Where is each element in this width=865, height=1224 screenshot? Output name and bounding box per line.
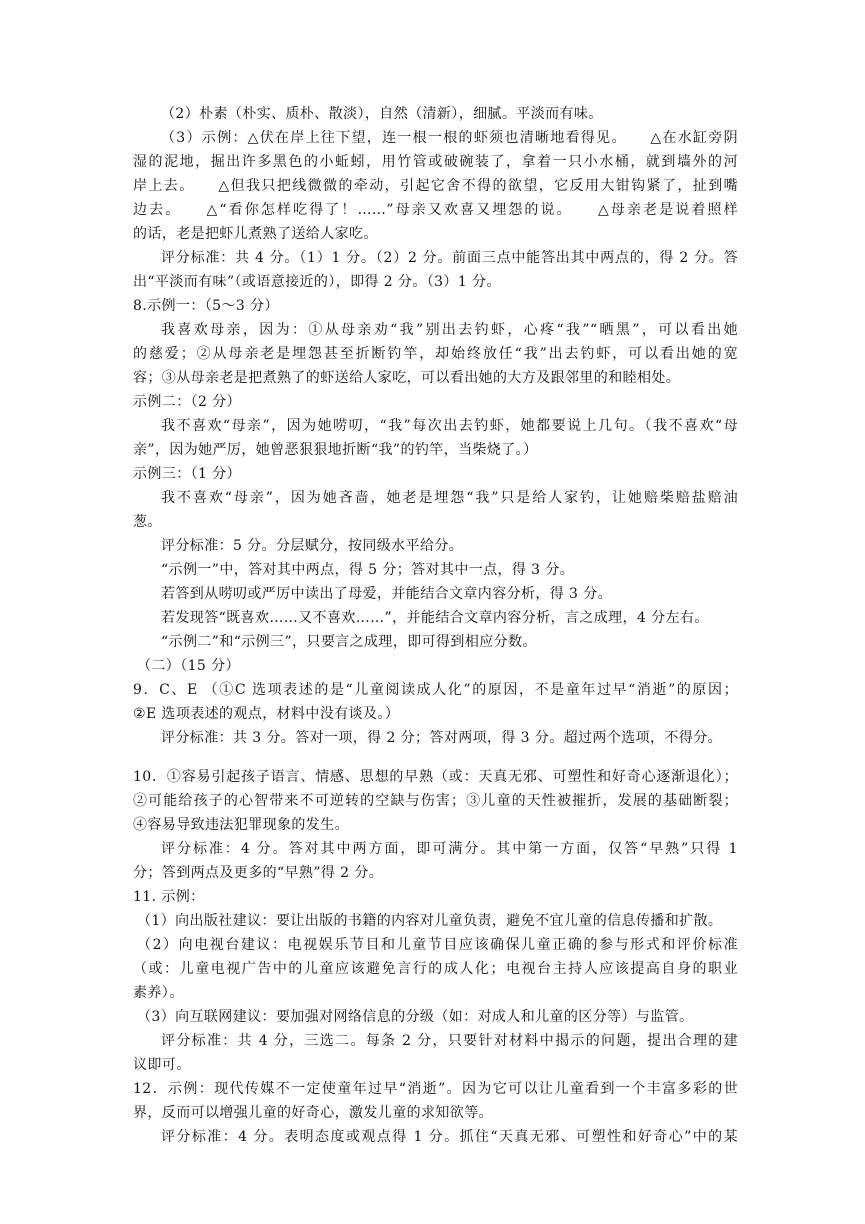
- text-line: 的慈爱；②从母亲老是埋怨甚至折断钓竿，却始终放任“我”出去钓虾，可以看出她的宽: [133, 346, 738, 362]
- text-line: 评分标准：4 分。表明态度或观点得 1 分。抓住“天真无邪、可塑性和好奇心”中的某: [161, 1129, 738, 1145]
- text-line: ④容易导致违法犯罪现象的发生。: [133, 817, 349, 833]
- text-line: 示例二：（2 分）: [133, 394, 241, 410]
- text-line: 容；③从母亲老是把煮熟了的虾送给人家吃，可以看出她的大方及跟邻里的和睦相处。: [133, 370, 681, 386]
- text-line: 我不喜欢“母亲”，因为她吝啬，她老是埋怨“我”只是给人家钓，让她赔柴赔盐赔油: [161, 490, 738, 506]
- text-line: （1）向出版社建议：要让出版的书籍的内容对儿童负责，避免不宜儿童的信息传播和扩散。: [137, 913, 723, 929]
- text-line: 湿的泥地，掘出许多黑色的小蚯蚓，用竹管或破碗装了，拿着一只小水桶，就到墙外的河: [133, 154, 738, 170]
- text-line: 素养）。: [133, 985, 184, 1001]
- text-line: 评分标准：共 4 分。（1）1 分。（2）2 分。前面三点中能答出其中两点的，得 2 分。答: [161, 250, 738, 266]
- text-line: 我喜欢母亲，因为：①从母亲劝“我”别出去钓虾，心疼“我”“晒黑”，可以看出她: [161, 322, 738, 338]
- section-heading: （二）（15 分）: [137, 658, 240, 674]
- text-line: 评分标准：共 3 分。答对一项，得 2 分；答对两项，得 3 分。超过两个选项，不得分。: [161, 730, 723, 746]
- text-line: （或：儿童电视广告中的儿童应该避免言行的成人化；电视台主持人应该提高自身的职业: [133, 961, 738, 977]
- text-line: 10．①容易引起孩子语言、情感、思想的早熟（或：天真无邪、可塑性和好奇心逐渐退化）；: [133, 769, 738, 785]
- text-line: 界，反而可以增强儿童的好奇心，激发儿童的求知欲等。: [133, 1105, 493, 1121]
- text-line: “示例一”中，答对其中两点，得 5 分；答对其中一点，得 3 分。: [161, 562, 575, 578]
- text-line: 8.示例一：（5～3 分）: [133, 298, 279, 314]
- text-line: 评分标准：共 4 分，三选二。每条 2 分，只要针对材料中揭示的问题，提出合理的建: [161, 1033, 738, 1049]
- text-line: ②可能给孩子的心智带来不可逆转的空缺与伤害；③儿童的天性被摧折，发展的基础断裂；: [133, 793, 738, 809]
- text-line: 议即可。: [133, 1057, 191, 1073]
- text-line: 评分标准：4 分。答对其中两方面，即可满分。其中第一方面，仅答“早熟”只得 1: [161, 841, 738, 857]
- text-line: 的话，老是把虾儿煮熟了送给人家吃。: [133, 226, 378, 242]
- text-line: 11. 示例：: [133, 889, 205, 905]
- text-line: 我不喜欢“母亲”，因为她唠叨，“我”每次出去钓虾，她都要说上几句。（我不喜欢“母: [161, 418, 738, 434]
- text-line: “示例二”和“示例三”，只要言之成理，即可得到相应分数。: [161, 634, 537, 650]
- text-line: 若答到从唠叨或严厉中读出了母爱，并能结合文章内容分析，得 3 分。: [161, 586, 613, 602]
- text-line: 亲”，因为她严厉，她曾恶狠狠地折断“我”的钓竿，当柴烧了。）: [133, 442, 538, 458]
- text-line: 岸上去。 △但我只把线微微的牵动，引起它舍不得的欲望，它反用大钳钩紧了，扯到嘴: [133, 178, 738, 194]
- text-line: 9．C、E （①C 选项表述的是“儿童阅读成人化”的原因，不是童年过早“消逝”的原因；: [133, 682, 738, 698]
- text-line: ②E 选项表述的观点，材料中没有谈及。）: [133, 706, 400, 722]
- text-line: （3）示例：△伏在岸上往下望，连一根一根的虾须也清晰地看得见。 △在水缸旁阴: [161, 130, 738, 146]
- text-line: 出“平淡而有味”（或语意接近的），即得 2 分。（3）1 分。: [133, 274, 501, 290]
- text-line: （2）向电视台建议：电视娱乐节目和儿童节目应该确保儿童正确的参与形式和评价标准: [137, 937, 738, 953]
- text-line: 示例三：（1 分）: [133, 466, 241, 482]
- text-line: 边去。 △“看你怎样吃得了！……”母亲又欢喜又埋怨的说。 △母亲老是说着照样: [133, 202, 738, 218]
- text-line: （2）朴素（朴实、质朴、散淡），自然（清新），细腻。平淡而有味。: [161, 106, 603, 122]
- text-line: 若发现答“既喜欢……又不喜欢……”，并能结合文章内容分析，言之成理，4 分左右。: [161, 610, 709, 626]
- text-line: 葱。: [133, 514, 162, 530]
- text-line: （3）向互联网建议：要加强对网络信息的分级（如：对成人和儿童的区分等）与监管。: [137, 1009, 694, 1025]
- text-line: 12．示例：现代传媒不一定使童年过早“消逝”。因为它可以让儿童看到一个丰富多彩的世: [133, 1081, 738, 1097]
- text-line: 分；答到两点及更多的“早熟”得 2 分。: [133, 865, 384, 881]
- text-line: 评分标准：5 分。分层赋分，按同级水平给分。: [161, 538, 464, 554]
